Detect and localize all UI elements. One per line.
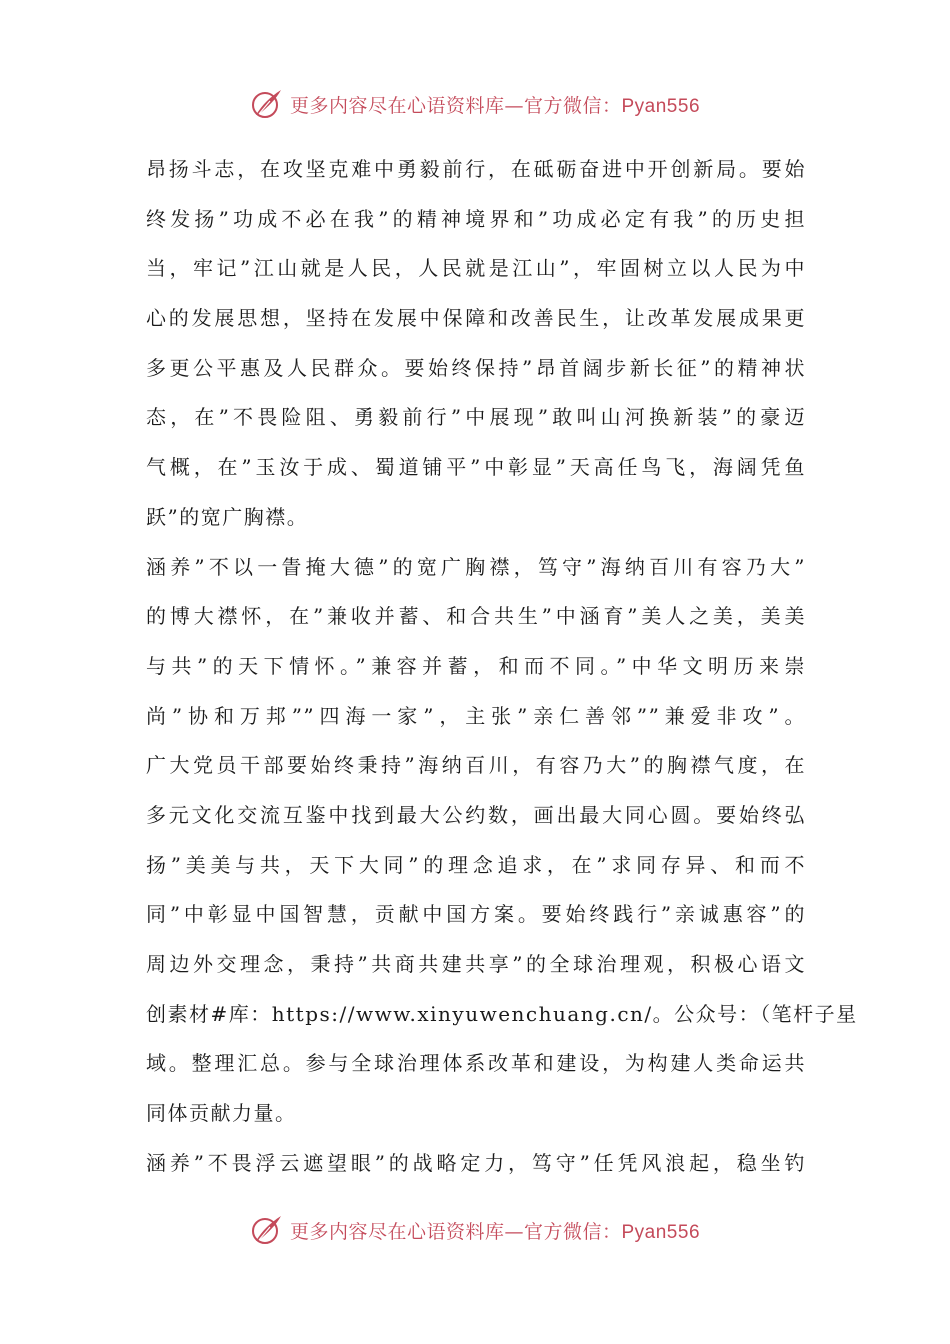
text-line: 多更公平惠及人民群众。要始终保持”昂首阔步新长征”的精神状	[146, 355, 806, 380]
quill-pen-logo-icon	[250, 87, 284, 121]
footer-banner	[0, 1210, 950, 1250]
quill-pen-logo-icon	[250, 1213, 284, 1247]
header-banner-text: 更多内容尽在心语资料库—官方微信：Pyan556	[289, 94, 701, 117]
text-line: 周边外交理念，秉持”共商共建共享”的全球治理观，积极心语文	[146, 952, 806, 976]
text-line: 尚”协和万邦””四海一家”，主张”亲仁善邻””兼爱非攻”。	[146, 703, 806, 728]
text-line: 态，在”不畏险阻、勇毅前行”中展现”敢叫山河换新装”的豪迈	[146, 405, 806, 430]
footer-wechat-id: Pyan556	[621, 1221, 701, 1243]
text-line: 气概，在”玉汝于成、蜀道铺平”中彰显”天高任鸟飞，海阔凭鱼	[146, 455, 806, 480]
document-body	[146, 145, 858, 1188]
text-line: 心的发展思想，坚持在发展中保障和改善民生，让改革发展成果更	[146, 306, 806, 331]
text-line: 终发扬”功成不必在我”的精神境界和”功成必定有我”的历史担	[146, 206, 806, 231]
text-line: 昂扬斗志，在攻坚克难中勇毅前行，在砥砺奋进中开创新局。要始	[146, 157, 806, 181]
text-line: 扬”美美与共，天下大同”的理念追求，在”求同存异、和而不	[146, 852, 806, 877]
text-line: 涵养”不畏浮云遮望眼”的战略定力，笃守”任凭风浪起，稳坐钓	[146, 1150, 806, 1175]
text-line: 同体贡献力量。	[146, 1101, 297, 1126]
text-line: 创素材#库：https://www.xinyuwenchuang.cn/。公众号：（笔杆子星	[146, 1001, 858, 1026]
text-line: 的博大襟怀，在”兼收并蓄、和合共生”中涵育”美人之美，美美	[146, 604, 806, 629]
text-line: 广大党员干部要始终秉持”海纳百川，有容乃大”的胸襟气度，在	[146, 753, 806, 778]
header-wechat-id: Pyan556	[621, 95, 701, 117]
text-line: 多元文化交流互鉴中找到最大公约数，画出最大同心圆。要始终弘	[146, 802, 806, 827]
text-line: 涵养”不以一眚掩大德”的宽广胸襟，笃守”海纳百川有容乃大”	[146, 554, 806, 579]
text-line: 与共”的天下情怀。”兼容并蓄，和而不同。”中华文明历来崇	[146, 653, 806, 678]
header-banner	[0, 84, 950, 124]
text-line: 当，牢记”江山就是人民，人民就是江山”，牢固树立以人民为中	[146, 256, 806, 281]
footer-banner-text: 更多内容尽在心语资料库—官方微信：Pyan556	[289, 1220, 701, 1243]
text-line: 跃”的宽广胸襟。	[146, 504, 309, 529]
text-line: 域。整理汇总。参与全球治理体系改革和建设，为构建人类命运共	[146, 1051, 806, 1076]
text-line: 同”中彰显中国智慧，贡献中国方案。要始终践行”亲诚惠容”的	[146, 902, 806, 927]
